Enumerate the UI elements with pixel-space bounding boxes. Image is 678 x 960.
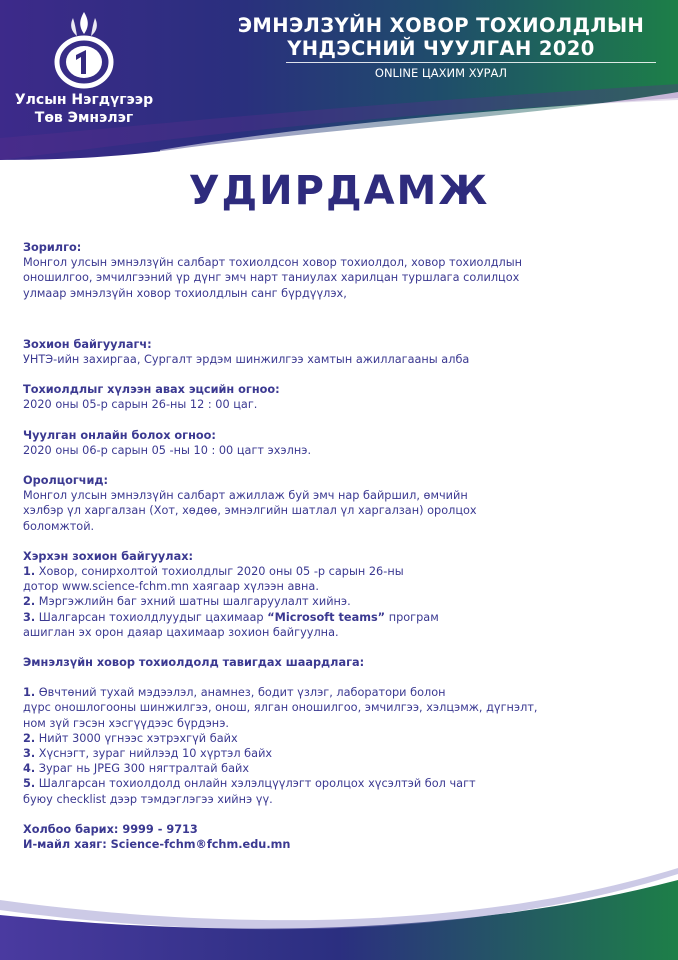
- contact-phone: Холбоо барих: 9999 - 9713: [23, 822, 198, 836]
- title-divider: [286, 62, 656, 63]
- goal-line: Монгол улсын эмнэлзүйн салбарт тохиолдсон ховор тохиолдол, ховор тохиолдлын: [23, 256, 523, 270]
- list-item: [23, 746, 668, 761]
- item-number: 1.: [23, 686, 36, 700]
- contact-section: [23, 822, 668, 852]
- item-text: Ховор, сонирхолтой тохиолдлыг 2020 оны 05 -р сарын 26-ны: [38, 565, 404, 579]
- item-text: ном зүй гэсэн хэсгүүдээс бүрдэнэ.: [23, 716, 229, 730]
- participants-section: [23, 473, 668, 534]
- item-text: Шалгарсан тохиолдолд онлайн хэлэлцүүлэгт оролцох хүсэлтэй бол чагт: [38, 777, 476, 791]
- item-text: дотор www.science-fchm.mn хаягаар хүлээн авна.: [23, 580, 319, 594]
- deadline-text: 2020 оны 05-р сарын 26-ны 12 : 00 цаг.: [23, 398, 258, 412]
- event-title-line-2: ҮНДЭСНИЙ ЧУУЛГАН 2020: [287, 37, 595, 60]
- goal-label: Зорилго:: [23, 241, 82, 254]
- goal-line: улмаар эмнэлзүйн ховор тохиолдлын санг бүрдүүлэх,: [23, 286, 347, 300]
- process-section: [23, 549, 668, 640]
- goal-section: [23, 240, 668, 301]
- item-number: 1.: [23, 565, 36, 579]
- organizer-label: Зохион байгуулагч:: [23, 337, 152, 351]
- deadline-label: Тохиолдлыг хүлээн авах эцсийн огноо:: [23, 383, 280, 397]
- start-text: 2020 оны 06-р сарын 05 -ны 10 : 00 цагт эхэлнэ.: [23, 443, 312, 457]
- microsoft-teams-label: “Microsoft teams”: [267, 610, 386, 624]
- process-label: Хэрхэн зохион байгуулах:: [23, 549, 193, 563]
- organizer-section: [23, 337, 668, 367]
- item-number: 3.: [23, 747, 36, 761]
- item-text: Мэргэжлийн баг эхний шатны шалгаруулалт хийнэ.: [38, 595, 351, 609]
- list-item: [23, 564, 668, 579]
- participants-label: Оролцогчид:: [23, 474, 109, 488]
- item-number: 2.: [23, 595, 36, 609]
- event-title-line-1: ЭМНЭЛЗҮЙН ХОВОР ТОХИОЛДЛЫН: [237, 14, 645, 37]
- item-text: Шалгарсан тохиолдлуудыг цахимаар: [38, 610, 268, 624]
- requirements-section: [23, 655, 668, 807]
- item-text: Зураг нь JPEG 300 нягтралтай байх: [38, 762, 250, 776]
- list-item: [23, 594, 668, 609]
- participants-line: хэлбэр үл харгалзан (Хот, хөдөө, эмнэлгийн шатлал үл харгалзан) оролцох: [23, 504, 477, 518]
- logo-line-1: Улсын Нэгдүгээр: [14, 92, 154, 108]
- guidelines-body: [23, 240, 668, 852]
- item-text: буюу checklist дээр тэмдэглэгээ хийнэ үү.: [23, 792, 273, 806]
- start-label: Чуулган онлайн болох огноо:: [23, 428, 216, 442]
- item-text: Өвчтөний тухай мэдээлэл, анамнез, бодит үзлэг, лаборатори болон: [38, 686, 446, 700]
- item-text: дүрс оношлогооны шинжилгээ, онош, ялган оношилгоо, эмчилгээ, хэлцэмж, дүгнэлт,: [23, 701, 538, 715]
- event-subtitle: ONLINE ЦАХИМ ХУРАЛ: [374, 66, 508, 80]
- item-text: програм: [385, 610, 439, 624]
- item-number: 5.: [23, 777, 36, 791]
- item-number: 4.: [23, 762, 36, 776]
- event-title: [210, 14, 672, 60]
- item-number: 2.: [23, 731, 36, 745]
- contact-email: И-майл хаяг: Science-fchm®fchm.edu.mn: [23, 838, 291, 852]
- list-item: [23, 685, 668, 700]
- participants-line: Монгол улсын эмнэлзүйн салбарт ажиллаж буй эмч нар байршил, өмчийн: [23, 489, 468, 503]
- list-item: [23, 776, 668, 791]
- start-section: [23, 428, 668, 458]
- deadline-section: [23, 382, 668, 412]
- goal-line: оношилгоо, эмчилгээний үр дүнг эмч нарт таниулах харилцан туршлага солилцох: [23, 271, 520, 285]
- logo-line-2: Төв Эмнэлэг: [34, 110, 134, 126]
- hospital-logo: [14, 8, 154, 126]
- page-title: УДИРДАМЖ: [188, 168, 490, 214]
- item-text: Хүснэгт, зураг нийлээд 10 хүртэл байх: [38, 747, 273, 761]
- item-text: ашиглан эх орон даяар цахимаар зохион байгуулна.: [23, 625, 339, 639]
- list-item: [23, 731, 668, 746]
- participants-line: боломжтой.: [23, 519, 95, 533]
- organizer-text: УНТЭ-ийн захиргаа, Сургалт эрдэм шинжилгээ хамтын ажиллагааны алба: [23, 353, 470, 367]
- item-text: Нийт 3000 үгнээс хэтрэхгүй байх: [38, 731, 238, 745]
- list-item: [23, 610, 668, 625]
- hospital-emblem-icon: [45, 8, 123, 90]
- requirements-label: Эмнэлзүйн ховор тохиолдолд тавигдах шаардлага:: [23, 656, 365, 670]
- item-number: 3.: [23, 610, 36, 624]
- list-item: [23, 761, 668, 776]
